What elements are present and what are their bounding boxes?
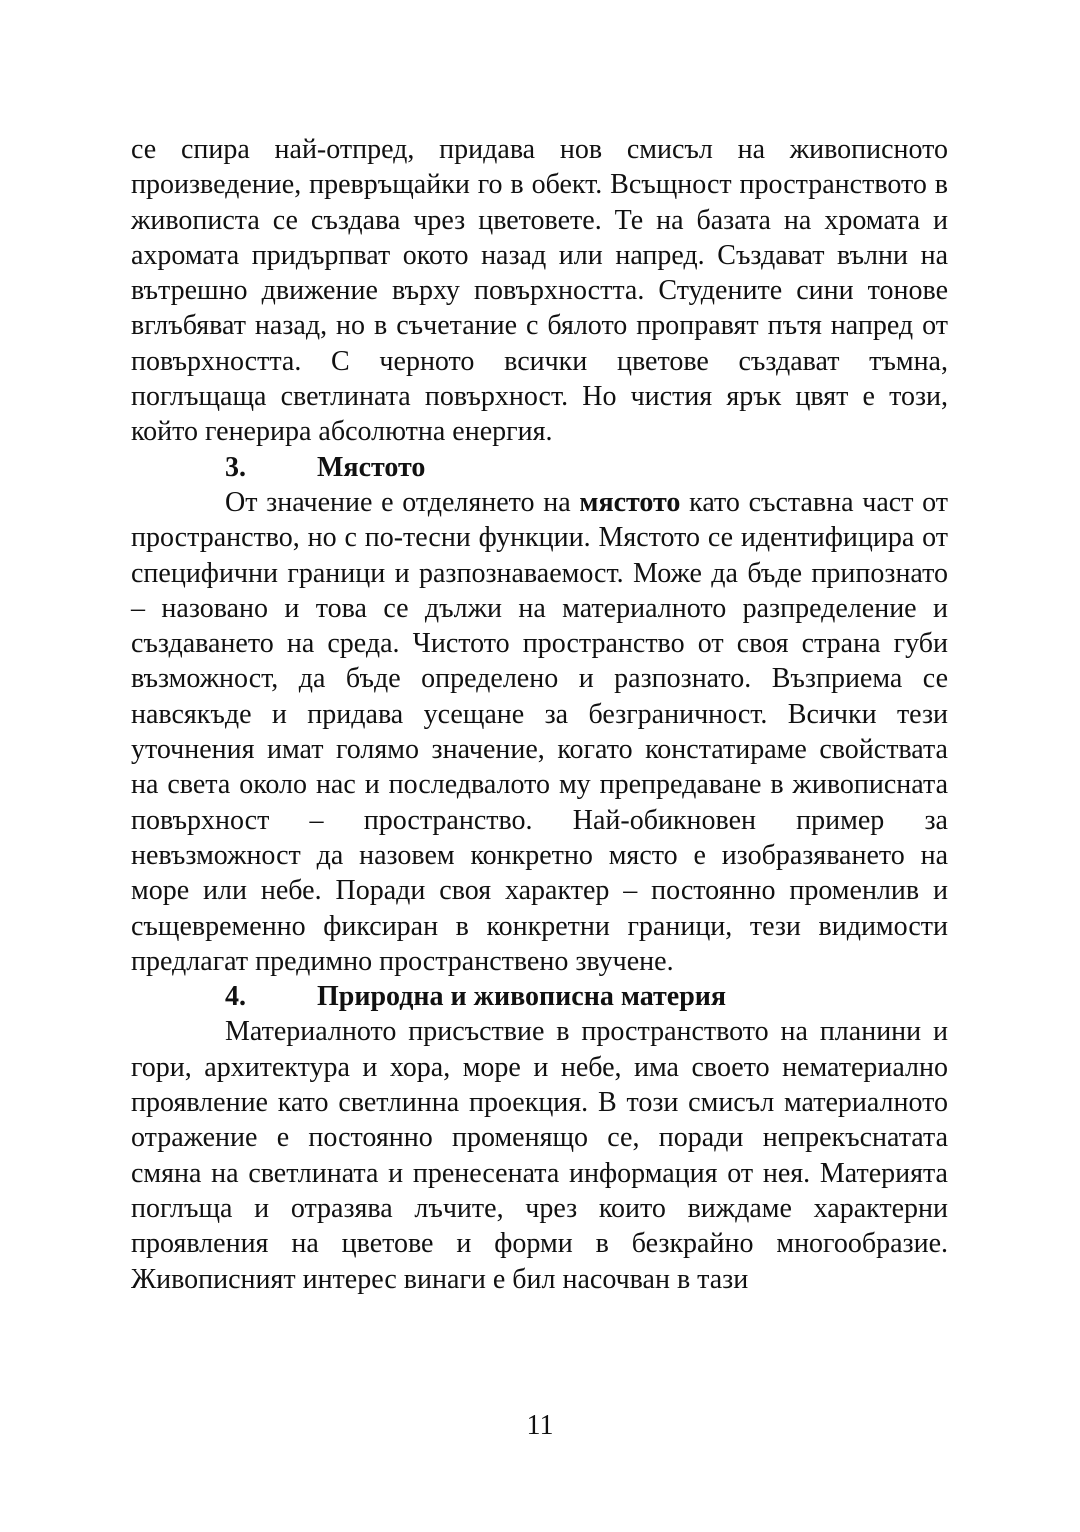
paragraph-2 <box>131 485 948 979</box>
paragraph-3: Материалното присъствие в пространството на планини и гори, архитектура и хора, море и небе, има своето нематериално проявление като светлинна проекция. В този смисъл материалното отражение е постоянно променящо се, поради непрекъснатата смяна на светлината и пренесената информация от нея. Материята поглъща и отразява лъчите, чрез които виждаме характерни проявления на цветове и форми в безкрайно многообразие. Живописният интерес винаги е бил насочван в тази <box>131 1016 948 1295</box>
section-title-4: Природна и живописна материя <box>317 981 727 1013</box>
page-number: 11 <box>526 1410 554 1441</box>
section-number-3: 3. <box>225 451 246 483</box>
paragraph-2-before: От значение е отделянето на <box>225 486 580 518</box>
page-body <box>131 132 948 1297</box>
section-title-3: Мястото <box>317 451 426 483</box>
paragraph-2-emphasis: мястото <box>579 486 681 518</box>
paragraph-1: се спира най-отпред, придава нов смисъл на живописното произведение, превръщайки го в обект. Всъщност пространството в живописта се създава чрез цветовете. Те на базата на хромата и ахромата придърпват окото назад или напред. Създават вълни на вътрешно движение върху повърхността. Студените сини тонове вглъбяват назад, но в съчетание с бялото проправят пътя напред от повърхността. С черното всички цветове създават тъмна, поглъщаща светлината повърхност. Но чистия ярък цвят е този, който генерира абсолютна енергия. <box>131 134 948 448</box>
section-heading-4 <box>131 979 948 1014</box>
section-number-4: 4. <box>225 981 246 1013</box>
paragraph-2-after: като съставна част от пространство, но с по-тесни функции. Мястото се идентифицира от специфични граници и разпознаваемост. Може да бъде припознато – назовано и това се дължи на материалното разпределение и създаването на среда. Чистото пространство от своя страна губи възможност, да бъде определено и разпознато. Възприема се навсякъде и придава усещане за безграничност. Всички тези уточнения имат голямо значение, когато констатираме свойствата на света около нас и последвалото му препредаване в живописната повърхност – пространство. Най-обикновен пример за невъзможност да назовем конкретно място е изобразяването на море или небе. Поради своя характер – постоянно променлив и същевременно фиксиран в конкретни граници, тези видимости предлагат предимно пространствено звучене. <box>131 486 949 977</box>
section-heading-3 <box>131 450 948 485</box>
